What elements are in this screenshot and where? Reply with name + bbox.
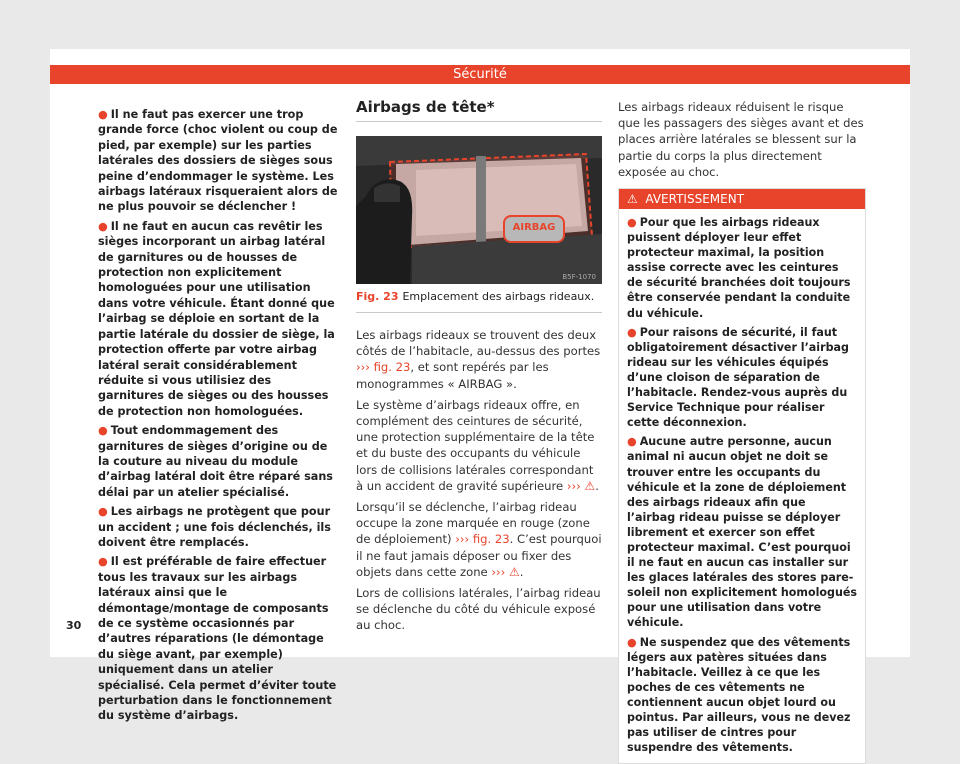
- warning-box: [618, 188, 866, 764]
- car-interior-illustration: [356, 136, 602, 284]
- figure-link[interactable]: ››› fig. 23: [356, 360, 411, 375]
- list-item: ● Les airbags ne protègent que pour un accident ; une fois déclenchés, ils doivent être remplacés.: [98, 505, 331, 549]
- divider: [356, 121, 602, 122]
- list-item: ● Il est préférable de faire effectuer tous les travaux sur les airbags latéraux ainsi que le démontage/montage de composants de ce système occasionnés par d’autres réparations (le démontage du siège avant, par exemple) uniquement dans un atelier spécialisé. Cela permet d’éviter toute perturbation dans le fonctionnement du système d’airbags.: [98, 555, 337, 723]
- figure-link[interactable]: ››› fig. 23: [455, 532, 510, 547]
- warning-icon: ⚠: [627, 192, 638, 207]
- list-item: ● Pour que les airbags rideaux puissent déployer leur effet protecteur maximal, la position assise correcte avec les ceintures de sécurité branchées doit toujours être conservée pendant la conduite du véhicule.: [627, 216, 851, 320]
- paragraph: Lorsqu’il se déclenche, l’airbag rideau occupe la zone marquée en rouge (zone de déploiement) ››› fig. 23. C’est pourquoi il ne faut jamais déposer ou fixer des objets dans cette zone ››› ⚠.: [356, 500, 602, 579]
- middle-column: [356, 97, 602, 639]
- figure-caption: Fig. 23 Emplacement des airbags rideaux.: [356, 290, 595, 303]
- airbag-emblem-label: AIRBAG: [512, 222, 556, 233]
- paragraph: Lors de collisions latérales, l’airbag rideau se déclenche du côté du véhicule exposé au choc.: [356, 586, 601, 633]
- list-item: ● Ne suspendez que des vêtements légers aux patères situées dans l’habitacle. Veillez à ce que les poches de ces vêtements ne contiennent aucun objet lourd ou pointus. Par ailleurs, vous ne devez pas utiliser de cintres pour suspendre des vêtements.: [627, 635, 851, 755]
- figure-image: [356, 136, 602, 284]
- paragraph: Les airbags rideaux se trouvent des deux côtés de l’habitacle, au-dessus des portes ››› fig. 23, et sont repérés par les monogrammes « AIRBAG ».: [356, 328, 601, 391]
- bullet-icon: ●: [98, 424, 108, 438]
- warning-icon: ⚠: [584, 478, 596, 493]
- bullet-icon: ●: [627, 435, 637, 449]
- section-title: Airbags de tête*: [356, 98, 495, 116]
- list-item: ● Tout endommagement des garnitures de sièges d’origine ou de la couture au niveau du module d’airbag latéral doit être réparé sans délai par un atelier spécialisé.: [98, 424, 333, 499]
- list-item: ● Pour raisons de sécurité, il faut obligatoirement désactiver l’airbag rideau sur les véhicules équipés d’une cloison de séparation de l’habitacle. Rendez-vous auprès du Service Technique pour réaliser cette déconnexion.: [627, 325, 849, 430]
- bullet-icon: ●: [98, 219, 108, 233]
- bullet-icon: ●: [627, 216, 637, 230]
- left-column: [98, 107, 338, 728]
- warning-body: [619, 209, 865, 763]
- bullet-icon: ●: [627, 325, 637, 339]
- list-item: ● Il ne faut pas exercer une trop grande force (choc violent ou coup de pied, par exemple) sur les parties latérales des dossiers de sièges sous peine d’endommager le système. Les airbags latéraux risqueraient alors de ne plus pouvoir se déclencher !: [98, 108, 338, 214]
- list-item: ● Il ne faut en aucun cas revêtir les sièges incorporant un airbag latéral de garnitures ou de housses de protection non explicitement homologuées pour une utilisation dans votre véhicule. Étant donné que l’airbag se déploie en sortant de la partie latérale du dossier de siège, la protection offerte par votre airbag latéral serait considérablement réduite si vous utilisiez des garnitures de sièges ou des housses de protection non homologuées.: [98, 219, 335, 418]
- list-item: ● Aucune autre personne, aucun animal ni aucun objet ne doit se trouver entre les occupants du véhicule et la zone de déploiement des airbags rideaux afin que l’airbag rideau puisse se déployer librement et exercer son effet protecteur maximal. C’est pourquoi il ne faut en aucun cas installer sur les glaces latérales des stores pare-soleil non explicitement homologués pour une utilisation dans votre véhicule.: [627, 435, 857, 630]
- warning-link[interactable]: ›››: [491, 564, 506, 579]
- paragraph: Le système d’airbags rideaux offre, en complément des ceintures de sécurité, une protection supplémentaire de la tête et du buste des occupants du véhicule lors de collisions latérales correspondant à un accident de gravité supérieure ››› ⚠.: [356, 397, 599, 493]
- paragraph: Les airbags rideaux réduisent le risque que les passagers des sièges avant et des places arrière latérales se blessent sur la partie du corps la plus directement exposée au choc.: [618, 100, 864, 179]
- figure-number: Fig. 23: [356, 290, 399, 303]
- warning-header: ⚠ AVERTISSEMENT: [619, 189, 865, 209]
- warning-icon: ⚠: [509, 564, 520, 579]
- figure-code: B5F-1070: [562, 273, 596, 281]
- right-column: [618, 99, 866, 764]
- bullet-icon: ●: [98, 108, 108, 121]
- bullet-icon: ●: [98, 555, 108, 569]
- manual-page: [50, 49, 910, 755]
- bullet-icon: ●: [98, 505, 108, 519]
- divider: [356, 312, 602, 313]
- page-number: 30: [66, 619, 82, 632]
- warning-link[interactable]: ›››: [566, 478, 581, 493]
- bullet-icon: ●: [627, 635, 637, 649]
- page-header-title: Sécurité: [453, 67, 507, 82]
